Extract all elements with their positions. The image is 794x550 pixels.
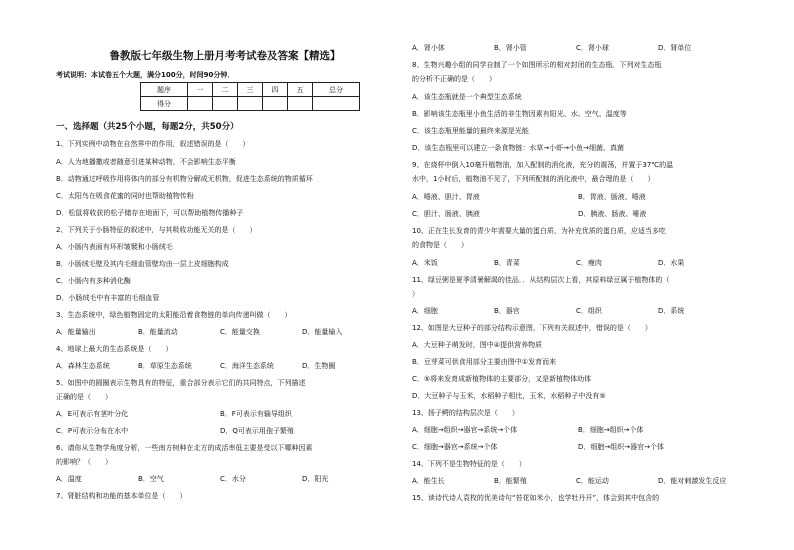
option-row [56, 410, 292, 419]
option[interactable]: B．细胞→组织→个体 [578, 426, 644, 434]
option[interactable]: B．草原生态系统 [138, 362, 192, 370]
score-cell[interactable] [288, 97, 313, 111]
score-cell: 得分 [141, 97, 188, 111]
option-line: B．豆芽菜可供食用部分主要由图中①发育而来 [412, 358, 557, 366]
option[interactable]: B．F可表示有输导组织 [220, 410, 292, 418]
option[interactable]: D．细胞→组织→器官→个体 [578, 443, 664, 451]
question-text: 8、生物兴趣小组的同学自制了一个如图所示的相对封闭的生态瓶．下列对生态瓶 [412, 61, 662, 69]
option[interactable]: A．米饭 [412, 259, 438, 267]
question-text: 1、下列实例中动物在自然界中的作用，叙述错误的是（ ） [56, 140, 250, 148]
score-cell: 总分 [313, 83, 360, 97]
option-row [412, 426, 644, 435]
score-cell: 二 [213, 83, 238, 97]
option[interactable]: B．器官 [494, 307, 520, 315]
option[interactable]: A．E可表示有茎叶分化 [56, 410, 129, 418]
question-text: ） [412, 290, 419, 298]
option[interactable]: D．水果 [658, 259, 685, 267]
score-table-header-row [141, 83, 360, 97]
question-text: 6、请你从生物学角度分析，一些南方树种在北方的成活率低主要是受以下哪种因素 [56, 444, 313, 452]
option-row [412, 443, 664, 452]
option-row [56, 362, 335, 371]
question-text: 的食物是（ ） [412, 241, 468, 249]
question-text: 水中，1小时后，植物油不见了，下列所配制的消化液中，最合理的是（ ） [412, 175, 655, 183]
option-line: C．⑤将来发育成新植物体的主要部分，又是新植物体幼体 [412, 375, 592, 383]
question-text: 11、绿豆粥是夏季清暑解渴的佳品．．从结构层次上看，其原料绿豆属于植物体的（ [412, 276, 670, 284]
option[interactable]: D．胰液、肠液、唾液 [578, 210, 647, 218]
option-line: B．影响该生态瓶里小鱼生活的非生物因素有阳光、水、空气、温度等 [412, 110, 627, 118]
question-text: 14、下列不是生物特征的是（ ） [412, 460, 526, 468]
option[interactable]: D．Q可表示用孢子繁殖 [220, 427, 294, 435]
option[interactable]: D．阳光 [302, 475, 329, 483]
option[interactable]: A．细胞 [412, 307, 438, 315]
score-cell: 五 [288, 83, 313, 97]
option[interactable]: C．组织 [576, 307, 602, 315]
option[interactable]: B．空气 [138, 475, 164, 483]
option[interactable]: D．肾单位 [658, 44, 692, 52]
option[interactable]: C．瘦肉 [576, 259, 602, 267]
score-cell[interactable] [238, 97, 263, 111]
option[interactable]: B．胃液、肠液、唾液 [578, 193, 646, 201]
option[interactable]: B．能繁殖 [494, 477, 527, 485]
score-cell[interactable] [263, 97, 288, 111]
option-line: A．小肠内表面有环形皱襞和小肠绒毛 [56, 243, 173, 251]
option-row [412, 307, 684, 316]
score-cell: 一 [188, 83, 213, 97]
option-line: D．该生态瓶里可以建立一条食物链：水草→小虾→小鱼→细菌、真菌 [412, 144, 624, 152]
question-text: 3、生态系统中，绿色植物固定的太阳能沿着食物链的单向传递叫做（ ） [56, 311, 292, 319]
section-heading: 一、选择题（共25个小题，每题2分，共50分） [56, 122, 239, 132]
option[interactable]: C．水分 [220, 475, 246, 483]
exam-note: 考试说明：本试卷五个大题，满分100分，时间90分钟． [56, 71, 235, 79]
option-line: D．大豆种子与玉米，水稻种子相比，玉米，水稻种子中没有⑤ [412, 392, 606, 400]
score-cell: 题序 [141, 83, 188, 97]
score-cell[interactable] [188, 97, 213, 111]
score-cell: 四 [263, 83, 288, 97]
option-line: D．松鼠将收获的松子储存在地面下，可以帮助植物传播种子 [56, 209, 244, 217]
option-row [412, 259, 684, 268]
option[interactable]: A．唾液、胆汁、胃液 [412, 193, 480, 201]
score-table-score-row [141, 97, 360, 111]
option[interactable]: D．能对刺激发生反应 [658, 477, 727, 485]
option[interactable]: C．胆汁、肠液、胰液 [412, 210, 480, 218]
question-text: 9、在烧杯中倒入10毫升植物油，加入配制的消化液，充分的震荡，并置于37℃的温 [412, 161, 674, 169]
question-text: 12、如图是大豆种子的部分结构示意图，下列有关叙述中，错误的是（ ） [412, 324, 652, 332]
page-title: 鲁教版七年级生物上册月考考试卷及答案【精选】 [109, 50, 341, 62]
score-cell: 三 [238, 83, 263, 97]
option[interactable]: D．生物圈 [302, 362, 336, 370]
option-line: A．该生态瓶就是一个典型生态系统 [412, 93, 522, 101]
question-text: 5、如图中的圆圈表示生物具有的特征，重合部分表示它们的共同特点，下列描述 [56, 379, 306, 387]
question-text: 10、正在生长发育的青少年需要大量的蛋白质，为补充优质的蛋白质，应适当多吃 [412, 227, 666, 235]
option[interactable]: D．系统 [658, 307, 685, 315]
option[interactable]: C．能量交换 [220, 328, 260, 336]
option-line: D．小肠绒毛中有丰富的毛细血管 [56, 294, 160, 302]
question-text: 15、读诗代诗人袁枚的优美诗句“苔花如米小，也学牡丹开”，体会到其中包含的 [412, 494, 660, 502]
question-text: 4、地球上最大的生态系统是（ ） [56, 345, 173, 353]
option-row [412, 44, 691, 53]
option[interactable]: D．能量输入 [302, 328, 343, 336]
option-line: C．小肠内有多种消化酶 [56, 277, 131, 285]
question-text: 7、肾脏结构和功能的基本单位是（ ） [56, 492, 187, 500]
option-row [412, 193, 646, 202]
option-row [412, 210, 646, 219]
option[interactable]: A．温度 [56, 475, 82, 483]
score-cell[interactable] [213, 97, 238, 111]
option-line: C．太阳鸟在吸食花蜜的同时也帮助植物传粉 [56, 192, 194, 200]
option[interactable]: A．能量输出 [56, 328, 96, 336]
option-line: A．大豆种子萌发时，图中④提供营养物质 [412, 341, 543, 349]
option[interactable]: C．细胞→器官→系统→个体 [412, 443, 498, 451]
option-line: B．动物通过呼吸作用将体内的部分有机物分解成无机物，促进生态系统的物质循环 [56, 175, 313, 183]
score-cell[interactable] [313, 97, 360, 111]
option[interactable]: B．肾小管 [494, 44, 527, 52]
option[interactable]: C．肾小球 [576, 44, 609, 52]
question-text: 正确的是（ ） [56, 393, 112, 401]
option-line: A．人为地播撒或者随意引进某种动物，不会影响生态平衡 [56, 158, 236, 166]
option[interactable]: B．能量流动 [138, 328, 178, 336]
option-row [56, 475, 328, 484]
option[interactable]: A．肾小体 [412, 44, 445, 52]
question-text: 2、下列关于小肠特征的叙述中，与其吸收功能无关的是（ ） [56, 226, 257, 234]
option-row [412, 477, 726, 486]
question-text: 的影响？（ ） [56, 458, 112, 466]
option[interactable]: C．P可表示分布在水中 [56, 427, 129, 435]
option[interactable]: A．能生长 [412, 477, 445, 485]
score-table [140, 82, 360, 111]
option[interactable]: A．森林生态系统 [56, 362, 110, 370]
option[interactable]: B．青菜 [494, 259, 520, 267]
option-row [56, 427, 294, 436]
question-text: 13、扬子鳄的结构层次是（ ） [412, 409, 519, 417]
option-line: B．小肠绒毛壁及其内毛细血管壁均由一层上皮细胞构成 [56, 260, 229, 268]
question-text: 的分析不正确的是（ ） [412, 75, 496, 83]
option[interactable]: C．海洋生态系统 [220, 362, 274, 370]
option-line: C．该生态瓶里能量的最终来源是光能 [412, 127, 529, 135]
option-row [56, 328, 342, 337]
option[interactable]: A．细胞→组织→器官→系统→个体 [412, 426, 518, 434]
option[interactable]: C．能运动 [576, 477, 609, 485]
